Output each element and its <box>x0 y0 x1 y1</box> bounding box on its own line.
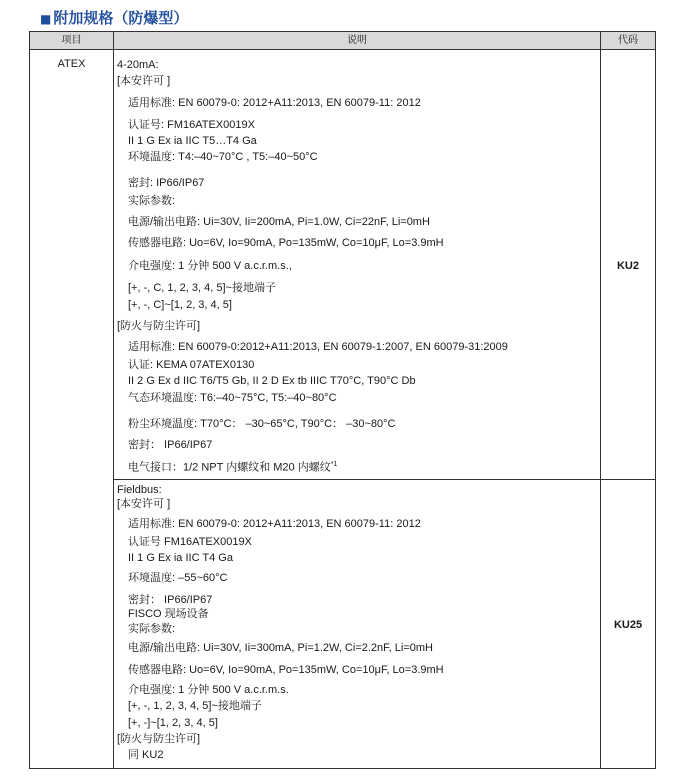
spec-line: 适用标准: EN 60079-0:2012+A11:2013, EN 60079-1:2007, EN 60079-31:2009 <box>128 341 508 353</box>
spec-line: 环境温度: T4:–40~70°C , T5:–40~50°C <box>128 151 318 163</box>
spec-line: [+, -, C]~[1, 2, 3, 4, 5] <box>128 299 232 311</box>
spec-table <box>29 31 656 769</box>
spec-line: 介电强度: 1 分钟 500 V a.c.r.m.s. <box>128 684 289 696</box>
item-atex: ATEX <box>57 58 86 70</box>
spec-line: [+, -, C, 1, 2, 3, 4, 5]~接地端子 <box>128 282 276 294</box>
spec-line: 同 KU2 <box>128 749 164 761</box>
spec-line: [本安许可 ] <box>117 498 171 510</box>
page-title: ■ 附加规格（防爆型） <box>40 9 189 27</box>
spec-line: 密封： IP66/IP67 <box>128 439 213 451</box>
spec-line: 粉尘环境温度: T70°C： –30~65°C, T90°C： –30~80°C <box>128 418 396 430</box>
spec-line: [防火与防尘许可] <box>117 320 201 332</box>
spec-line: 适用标准: EN 60079-0: 2012+A11:2013, EN 60079-11: 2012 <box>128 97 421 109</box>
spec-line: 实际参数: <box>128 195 176 207</box>
spec-line: [本安许可 ] <box>117 75 171 87</box>
header-code: 代码 <box>618 35 638 46</box>
spec-line: [+, -]~[1, 2, 3, 4, 5] <box>128 717 218 729</box>
code-ku25: KU25 <box>613 619 643 631</box>
spec-line: 认证: KEMA 07ATEX0130 <box>128 359 255 371</box>
code-ku2: KU2 <box>616 260 639 272</box>
spec-line: Fieldbus: <box>117 484 162 496</box>
spec-line: 适用标准: EN 60079-0: 2012+A11:2013, EN 60079-11: 2012 <box>128 518 421 530</box>
spec-line: 电气接口：1/2 NPT 内螺纹和 M20 内螺纹$^{*1}$ <box>128 461 338 474</box>
spec-line: 介电强度: 1 分钟 500 V a.c.r.m.s., <box>128 260 292 272</box>
spec-line: 环境温度: –55~60°C <box>128 572 228 584</box>
spec-line: 4-20mA: <box>117 59 159 71</box>
spec-line: [防火与防尘许可] <box>117 733 201 745</box>
spec-line: 传感器电路: Uo=6V, Io=90mA, Po=135mW, Co=10μF, Lo=3.9mH <box>128 664 444 676</box>
spec-line: 实际参数: <box>128 623 176 635</box>
spec-line: 气态环境温度: T6:–40~75°C, T5:–40~80°C <box>128 392 337 404</box>
header-desc: 说明 <box>347 35 367 46</box>
spec-line: 传感器电路: Uo=6V, Io=90mA, Po=135mW, Co=10μF, Lo=3.9mH <box>128 237 444 249</box>
spec-line: 密封: IP66/IP67 <box>128 177 205 189</box>
spec-line: II 1 G Ex ia IIC T4 Ga <box>128 552 233 564</box>
spec-line: FISCO 现场设备 <box>128 608 209 620</box>
spec-line: 电源/输出电路: Ui=30V, Ii=300mA, Pi=1.2W, Ci=2.2nF, Li=0mH <box>128 642 433 654</box>
spec-line: II 2 G Ex d IIC T6/T5 Gb, II 2 D Ex tb IIIC T70°C, T90°C Db <box>128 375 416 387</box>
footnote-mark: *1 <box>330 461 338 468</box>
spec-line: II 1 G Ex ia IIC T5…T4 Ga <box>128 135 257 147</box>
spec-line: 认证号: FM16ATEX0019X <box>128 119 255 131</box>
table-header <box>30 32 655 50</box>
spec-line: 密封： IP66/IP67 <box>128 594 213 606</box>
spec-line: 认证号 FM16ATEX0019X <box>128 536 252 548</box>
spec-line: 电源/输出电路: Ui=30V, Ii=200mA, Pi=1.0W, Ci=22nF, Li=0mH <box>128 216 430 228</box>
spec-line: [+, -, 1, 2, 3, 4, 5]~接地端子 <box>128 700 262 712</box>
header-item: 项目 <box>61 35 82 46</box>
